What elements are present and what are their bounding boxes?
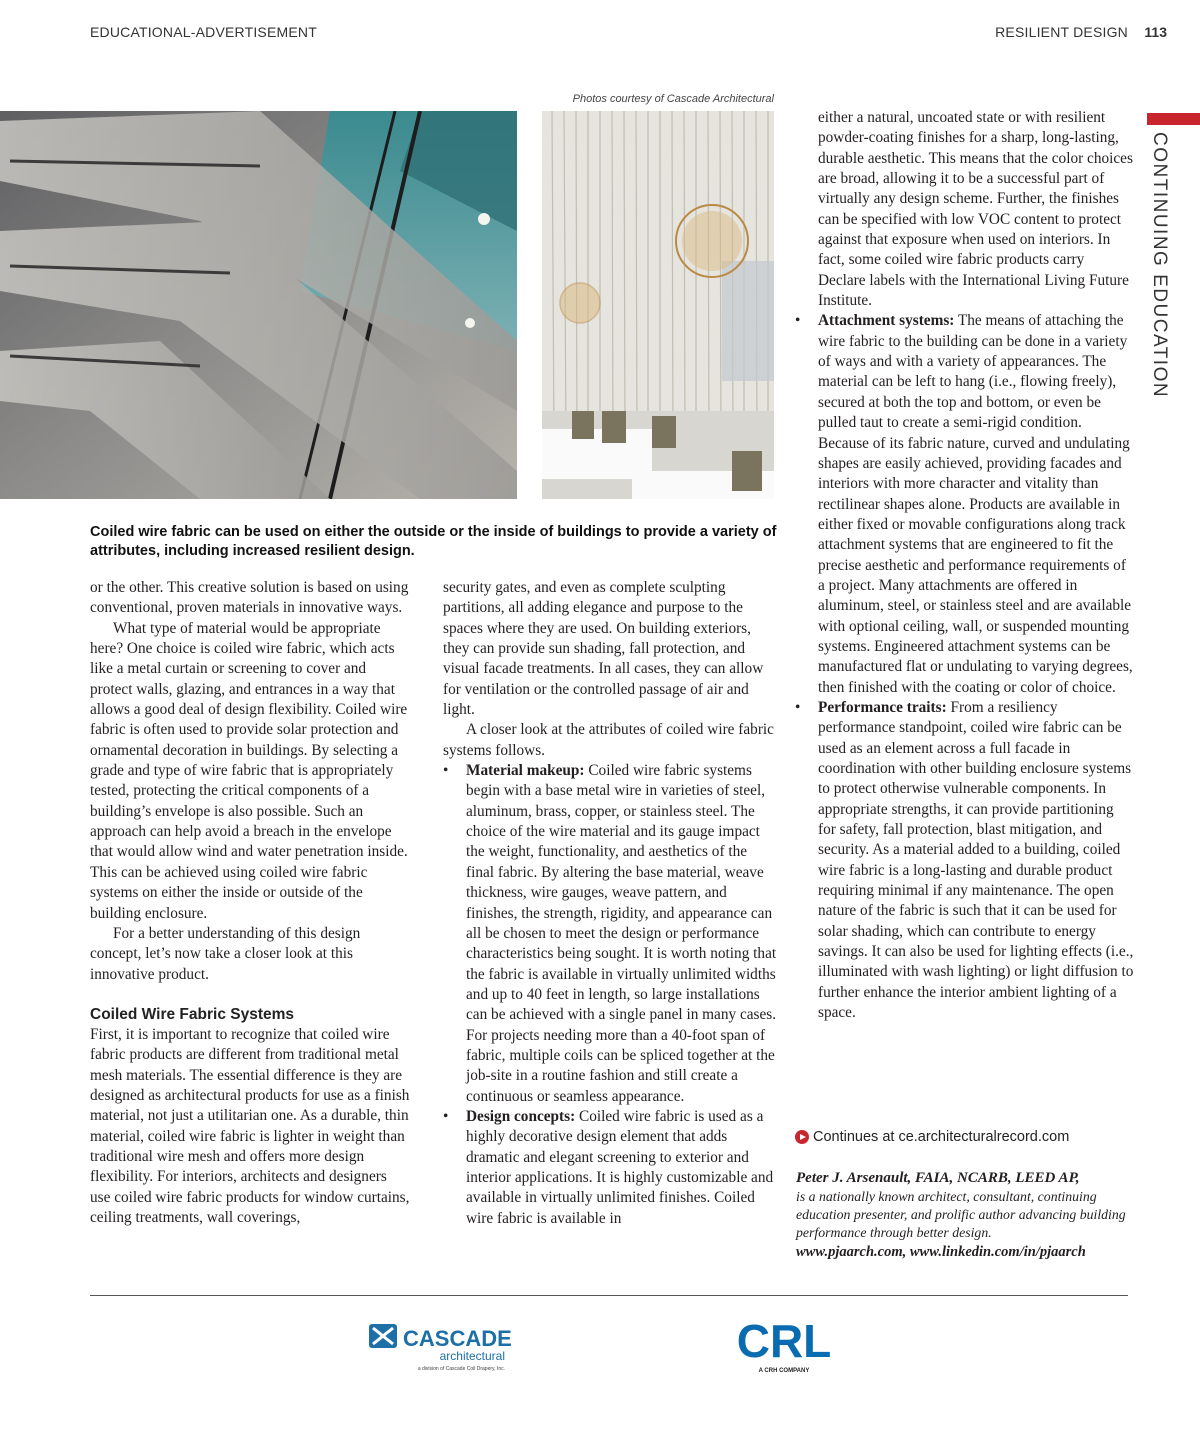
text-column-3 xyxy=(795,108,1135,1023)
list-item-text: Coiled wire fabric systems begin with a base metal wire in varieties of steel, aluminum, brass, copper, or stainless steel. The choice of the wire material and its gauge impact the weight, functionality, and aesthetics of the final fabric. By altering the base material, weave thickness, wire gauges, weave pattern, and finishes, the strength, rigidity, and appearance can all be chosen to meet the design or performance characteristics being sought. It is worth noting that the fabric is available in virtually unlimited widths and up to 40 feet in length, so large installations can be achieved with a single panel in many cases. For projects needing more than a 40-foot span of fabric, multiple coils can be spliced together at the job-site in a routine fashion and still create a continuous or seamless appearance. xyxy=(466,762,777,1105)
restaurant-photo xyxy=(542,111,774,499)
list-item-text: From a resiliency performance standpoint, coiled wire fabric can be used as an element across a full facade in coordination with other building enclosure systems to protect otherwise vulnerable components. In appropriate strengths, it can provide partitioning for safety, fall protection, blast mitigation, and security. As a material added to a building, coiled wire fabric is a long-lasting and durable product requiring minimal if any maintenance. The open nature of the fabric is such that it can be used for solar shading, which can contribute to energy savings. It can also be used for lighting effects (i.e., illuminated with wash lighting) or light diffusion to further enhance the interior ambient lighting of a space. xyxy=(818,698,1134,1022)
list-item xyxy=(795,698,1135,1024)
author-links[interactable]: www.pjaarch.com, www.linkedin.com/in/pjaarch xyxy=(796,1244,1086,1260)
photo-caption: Coiled wire fabric can be used on either the outside or the inside of buildings to provide a variety of attributes, including increased resilient design. xyxy=(90,524,777,559)
section-heading: Coiled Wire Fabric Systems xyxy=(90,1005,295,1023)
side-section-label: CONTINUING EDUCATION xyxy=(1149,132,1170,399)
continues-text: Continues at ce.architecturalrecord.com xyxy=(813,1129,1070,1145)
author-bio: is a nationally known architect, consultant, continuing education presenter, and prolific author advancing building performance through better design. xyxy=(796,1189,1126,1240)
cascade-logo xyxy=(367,1320,517,1372)
paragraph: A closer look at the attributes of coiled wire fabric systems follows. xyxy=(443,721,774,759)
text-column-2 xyxy=(443,578,778,1229)
list-item-title: Material makeup: xyxy=(466,762,585,780)
cascade-logo-mark-icon xyxy=(367,1320,517,1372)
page-number: 113 xyxy=(1144,24,1167,40)
crl-logo-mark-icon xyxy=(728,1315,840,1375)
author-name: Peter J. Arsenault, FAIA, NCARB, LEED AP, xyxy=(796,1170,1080,1186)
photo-credit: Photos courtesy of Cascade Architectural xyxy=(572,93,774,105)
list-item-text: either a natural, uncoated state or with resilient powder-coating finishes for a sharp, long-lasting, durable aesthetic. This means that the color choices are broad, allowing it to be a successful part of virtually any design scheme. Further, the finishes can be specified with low VOC content to protect against that exposure when used on interiors. In fact, some coiled wire fabric products carry Declare labels with the International Living Future Institute. xyxy=(818,109,1133,310)
list-item-text: Coiled wire fabric is used as a highly decorative design element that adds dramatic and elegant screening to exterior and interior applications. It is highly customizable and available in virtually unlimited finishes. Coiled wire fabric is available in xyxy=(466,1107,774,1227)
list-item-title: Performance traits: xyxy=(818,698,947,716)
header-section-label: EDUCATIONAL-ADVERTISEMENT xyxy=(90,24,317,40)
play-arrow-icon xyxy=(795,1130,809,1144)
list-item xyxy=(443,1107,778,1229)
paragraph: First, it is important to recognize that coiled wire fabric products are different from traditional metal mesh materials. The essential difference is they are designed as architectural products for use as a finish material, not just a utilitarian one. As a durable, thin material, coiled wire fabric is lighter in weight than traditional wire mesh and offers more design flexibility. For interiors, architects and designers use coiled wire fabric products for window curtains, ceiling treatments, wall coverings, xyxy=(90,1025,410,1226)
cascade-logo-sub: architectural xyxy=(439,1349,505,1363)
section-tab-marker xyxy=(1147,113,1200,125)
list-item xyxy=(443,761,778,1107)
text-column-1 xyxy=(90,578,410,1228)
attribute-list xyxy=(795,311,1135,1023)
list-item-title: Design concepts: xyxy=(466,1107,576,1125)
facade-photo-illustration xyxy=(0,111,517,499)
paragraph: or the other. This creative solution is based on using conventional, proven materials in innovative ways. xyxy=(90,579,409,617)
list-item-title: Attachment systems: xyxy=(818,312,955,330)
paragraph: security gates, and even as complete sculpting partitions, all adding elegance and purpose to the spaces where they are used. On building exteriors, they can provide sun shading, fall protection, and visual facade treatments. In all cases, they can allow for ventilation or the controlled passage of air and light. xyxy=(443,579,764,719)
list-item xyxy=(795,108,1135,311)
cascade-logo-name: CASCADE xyxy=(403,1326,512,1351)
cascade-logo-tag: a division of Cascade Coil Drapery, Inc. xyxy=(417,1366,505,1372)
attribute-list xyxy=(443,761,778,1229)
header-topic-label: RESILIENT DESIGN xyxy=(995,24,1128,40)
crl-logo-name: CRL xyxy=(736,1315,832,1367)
crl-logo xyxy=(728,1315,840,1375)
paragraph: What type of material would be appropriate here? One choice is coiled wire fabric, which acts like a metal curtain or screening to cover and protect walls, glazing, and entrances in a way that allows a good deal of design flexibility. Coiled wire fabric is often used to provide solar protection and ornamental decoration in buildings. By selecting a grade and type of wire fabric that is appropriately tested, protecting the critical components of a building’s envelope is also possible. Such an approach can help avoid a breach in the envelope that would allow wind and water penetration inside. This can be achieved using coiled wire fabric systems on either the inside or outside of the building enclosure. xyxy=(90,619,408,922)
list-item xyxy=(795,311,1135,698)
continues-link[interactable] xyxy=(795,1129,1069,1145)
crl-logo-tag: A CRH COMPANY xyxy=(758,1368,810,1374)
restaurant-photo-illustration xyxy=(542,111,774,499)
attribute-list-continued xyxy=(795,108,1135,311)
paragraph: For a better understanding of this design concept, let’s now take a closer look at this innovative product. xyxy=(90,924,361,983)
facade-photo xyxy=(0,111,517,499)
footer-divider xyxy=(90,1295,1128,1296)
list-item-text: The means of attaching the wire fabric to the building can be done in a variety of ways and with a variety of appearances. The material can be left to hang (i.e., flowing freely), secured at both the top and bottom, or even be pulled taut to create a semi-rigid condition. Because of its fabric nature, curved and undulating shapes are easily achieved, providing facades and interiors with more character and vitality than rectilinear shapes alone. Products are available in either fixed or movable configurations along track attachment systems that are engineered to fit the precise aesthetic and performance requirements of a project. Many attachments are offered in aluminum, steel, or stainless steel and are available with optional ceiling, wall, or suspended mounting systems. Engineered attachment systems can be manufactured flat or undulating to varying degrees, then finished with the coating or color of choice. xyxy=(818,312,1133,696)
author-bio-block xyxy=(796,1168,1141,1262)
